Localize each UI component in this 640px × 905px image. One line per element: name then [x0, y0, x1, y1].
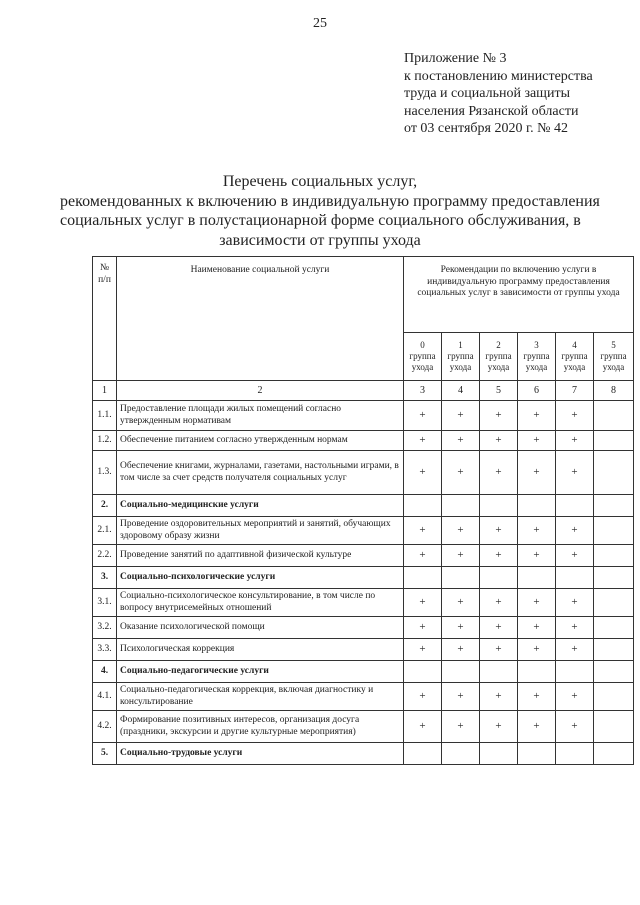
- plus-mark: +: [457, 642, 464, 655]
- plus-mark: +: [571, 719, 578, 732]
- plus-mark: +: [419, 465, 426, 478]
- plus-mark: +: [495, 642, 502, 655]
- plus-mark: +: [533, 548, 540, 561]
- group-mark-cell: [518, 711, 556, 743]
- document-title: [60, 172, 600, 250]
- row-number: 2.: [93, 495, 117, 517]
- group-mark-cell: [480, 639, 518, 661]
- group-mark-cell: [442, 517, 480, 545]
- group-mark-cell: [480, 683, 518, 711]
- plus-mark: +: [495, 689, 502, 702]
- group-mark-cell: [480, 617, 518, 639]
- group-mark-cell: [404, 517, 442, 545]
- group-mark-cell: [518, 401, 556, 431]
- group-mark-cell: [594, 617, 634, 639]
- group-mark-cell: [404, 743, 442, 765]
- column-index: 6: [518, 381, 556, 401]
- group-label: группа ухода: [600, 351, 627, 372]
- group-mark-cell: [404, 639, 442, 661]
- service-name: Социально-психологическое консультирование, в том числе по вопросу внутрисемейных отношений: [117, 589, 404, 617]
- service-name: Обеспечение питанием согласно утвержденным нормам: [117, 431, 404, 451]
- group-mark-cell: [594, 711, 634, 743]
- service-name: Проведение оздоровительных мероприятий и занятий, обучающих здоровому образу жизни: [117, 517, 404, 545]
- header-service-name: Наименование социальной услуги: [117, 257, 404, 381]
- title-line: Перечень социальных услуг,: [222, 173, 418, 190]
- group-mark-cell: [442, 639, 480, 661]
- group-number: 3: [534, 340, 539, 350]
- plus-mark: +: [419, 719, 426, 732]
- table-row: [93, 711, 634, 743]
- group-mark-cell: [480, 401, 518, 431]
- service-name: Проведение занятий по адаптивной физической культуре: [117, 545, 404, 567]
- group-mark-cell: [556, 431, 594, 451]
- group-mark-cell: [480, 589, 518, 617]
- table-row: [93, 451, 634, 495]
- group-mark-cell: [518, 567, 556, 589]
- group-mark-cell: [556, 661, 594, 683]
- row-number: 1.1.: [93, 401, 117, 431]
- group-mark-cell: [594, 589, 634, 617]
- section-title: Социально-медицинские услуги: [117, 495, 404, 517]
- group-mark-cell: [594, 401, 634, 431]
- appendix-line: труда и социальной защиты: [404, 86, 570, 101]
- row-number: 3.: [93, 567, 117, 589]
- header-recommendation: Рекомендации по включению услуги в индивидуальную программу предоставления социальных услуг в зависимости от группы ухода: [404, 257, 634, 333]
- group-mark-cell: [556, 567, 594, 589]
- plus-mark: +: [571, 523, 578, 536]
- plus-mark: +: [533, 523, 540, 536]
- section-row: [93, 567, 634, 589]
- group-mark-cell: [518, 589, 556, 617]
- header-group-5: [594, 333, 634, 381]
- plus-mark: +: [419, 548, 426, 561]
- group-mark-cell: [518, 431, 556, 451]
- table-row: [93, 517, 634, 545]
- group-mark-cell: [556, 683, 594, 711]
- plus-mark: +: [571, 620, 578, 633]
- service-name: Обеспечение книгами, журналами, газетами, настольными играми, в том числе за счет средств получателя социальных услуг: [117, 451, 404, 495]
- group-number: 0: [420, 340, 425, 350]
- group-mark-cell: [594, 661, 634, 683]
- group-mark-cell: [404, 495, 442, 517]
- title-line: зависимости от группы ухода: [219, 231, 421, 249]
- plus-mark: +: [571, 689, 578, 702]
- header-group-1: [442, 333, 480, 381]
- column-index: 5: [480, 381, 518, 401]
- group-mark-cell: [594, 517, 634, 545]
- table-row: [93, 617, 634, 639]
- group-mark-cell: [556, 639, 594, 661]
- plus-mark: +: [419, 408, 426, 421]
- group-mark-cell: [442, 401, 480, 431]
- group-mark-cell: [442, 567, 480, 589]
- plus-mark: +: [419, 595, 426, 608]
- service-name: Предоставление площади жилых помещений согласно утвержденным нормативам: [117, 401, 404, 431]
- group-mark-cell: [556, 743, 594, 765]
- table-row: [93, 589, 634, 617]
- plus-mark: +: [457, 465, 464, 478]
- group-mark-cell: [404, 617, 442, 639]
- header-group-3: [518, 333, 556, 381]
- section-title: Социально-психологические услуги: [117, 567, 404, 589]
- group-mark-cell: [480, 711, 518, 743]
- service-name: Социально-педагогическая коррекция, включая диагностику и консультирование: [117, 683, 404, 711]
- plus-mark: +: [533, 689, 540, 702]
- group-mark-cell: [518, 517, 556, 545]
- group-mark-cell: [594, 639, 634, 661]
- plus-mark: +: [495, 433, 502, 446]
- column-index: 2: [117, 381, 404, 401]
- group-mark-cell: [594, 545, 634, 567]
- group-mark-cell: [480, 517, 518, 545]
- plus-mark: +: [457, 548, 464, 561]
- plus-mark: +: [457, 689, 464, 702]
- section-title: Социально-трудовые услуги: [117, 743, 404, 765]
- group-mark-cell: [442, 661, 480, 683]
- row-number: 3.2.: [93, 617, 117, 639]
- header-num: № п/п: [93, 257, 117, 381]
- plus-mark: +: [495, 548, 502, 561]
- plus-mark: +: [419, 523, 426, 536]
- group-mark-cell: [404, 589, 442, 617]
- table-row: [93, 545, 634, 567]
- plus-mark: +: [533, 620, 540, 633]
- row-number: 3.3.: [93, 639, 117, 661]
- row-number: 4.2.: [93, 711, 117, 743]
- row-number: 3.1.: [93, 589, 117, 617]
- service-name: Формирование позитивных интересов, организация досуга (праздники, экскурсии и другие культурные мероприятия): [117, 711, 404, 743]
- appendix-line: населения Рязанской области: [404, 103, 579, 119]
- plus-mark: +: [533, 719, 540, 732]
- group-mark-cell: [442, 617, 480, 639]
- row-number: 1.2.: [93, 431, 117, 451]
- page-number: 25: [313, 16, 327, 31]
- group-label: группа ухода: [561, 351, 588, 372]
- row-number: 4.: [93, 661, 117, 683]
- group-label: группа ухода: [409, 351, 436, 372]
- column-index: 3: [404, 381, 442, 401]
- row-number: 4.1.: [93, 683, 117, 711]
- title-line: социальных услуг в полустационарной форме социального обслуживания, в: [60, 212, 581, 229]
- row-number: 2.1.: [93, 517, 117, 545]
- group-number: 5: [611, 340, 616, 350]
- plus-mark: +: [457, 595, 464, 608]
- group-mark-cell: [404, 545, 442, 567]
- service-name: Психологическая коррекция: [117, 639, 404, 661]
- group-mark-cell: [404, 661, 442, 683]
- group-mark-cell: [594, 683, 634, 711]
- appendix-line: Приложение № 3: [404, 51, 507, 66]
- plus-mark: +: [533, 642, 540, 655]
- group-mark-cell: [518, 683, 556, 711]
- group-mark-cell: [442, 743, 480, 765]
- plus-mark: +: [457, 433, 464, 446]
- group-label: группа ухода: [447, 351, 474, 372]
- group-mark-cell: [404, 401, 442, 431]
- group-mark-cell: [556, 451, 594, 495]
- plus-mark: +: [419, 689, 426, 702]
- column-index: 8: [594, 381, 634, 401]
- row-number: 2.2.: [93, 545, 117, 567]
- group-mark-cell: [404, 567, 442, 589]
- row-number: 5.: [93, 743, 117, 765]
- plus-mark: +: [457, 523, 464, 536]
- plus-mark: +: [419, 642, 426, 655]
- plus-mark: +: [495, 620, 502, 633]
- section-row: [93, 661, 634, 683]
- group-mark-cell: [518, 545, 556, 567]
- plus-mark: +: [533, 595, 540, 608]
- group-mark-cell: [518, 639, 556, 661]
- group-mark-cell: [442, 495, 480, 517]
- column-index: 1: [93, 381, 117, 401]
- group-mark-cell: [594, 431, 634, 451]
- section-title: Социально-педагогические услуги: [117, 661, 404, 683]
- plus-mark: +: [571, 465, 578, 478]
- plus-mark: +: [533, 433, 540, 446]
- group-mark-cell: [442, 431, 480, 451]
- row-number: 1.3.: [93, 451, 117, 495]
- section-row: [93, 495, 634, 517]
- group-mark-cell: [556, 495, 594, 517]
- plus-mark: +: [457, 620, 464, 633]
- group-mark-cell: [556, 545, 594, 567]
- appendix-block: [404, 50, 593, 138]
- plus-mark: +: [419, 620, 426, 633]
- title-line: рекомендованных к включению в индивидуальную программу предоставления: [60, 192, 600, 210]
- header-group-0: [404, 333, 442, 381]
- group-mark-cell: [442, 545, 480, 567]
- group-mark-cell: [518, 743, 556, 765]
- group-label: группа ухода: [523, 351, 550, 372]
- group-mark-cell: [480, 743, 518, 765]
- group-mark-cell: [594, 451, 634, 495]
- group-mark-cell: [480, 661, 518, 683]
- group-number: 1: [458, 340, 463, 350]
- group-mark-cell: [404, 683, 442, 711]
- group-mark-cell: [480, 495, 518, 517]
- plus-mark: +: [495, 465, 502, 478]
- group-mark-cell: [594, 495, 634, 517]
- service-name: Оказание психологической помощи: [117, 617, 404, 639]
- plus-mark: +: [495, 719, 502, 732]
- group-mark-cell: [556, 517, 594, 545]
- group-label: группа ухода: [485, 351, 512, 372]
- group-mark-cell: [404, 451, 442, 495]
- plus-mark: +: [457, 408, 464, 421]
- plus-mark: +: [571, 595, 578, 608]
- plus-mark: +: [495, 595, 502, 608]
- plus-mark: +: [571, 433, 578, 446]
- plus-mark: +: [571, 408, 578, 421]
- table-row: [93, 683, 634, 711]
- group-mark-cell: [404, 711, 442, 743]
- plus-mark: +: [533, 465, 540, 478]
- group-mark-cell: [442, 683, 480, 711]
- group-mark-cell: [442, 589, 480, 617]
- header-group-4: [556, 333, 594, 381]
- group-mark-cell: [442, 711, 480, 743]
- group-mark-cell: [556, 711, 594, 743]
- group-mark-cell: [556, 401, 594, 431]
- group-mark-cell: [556, 617, 594, 639]
- group-mark-cell: [480, 431, 518, 451]
- group-mark-cell: [518, 451, 556, 495]
- plus-mark: +: [457, 719, 464, 732]
- services-table: [92, 256, 634, 765]
- table-row: [93, 639, 634, 661]
- plus-mark: +: [571, 548, 578, 561]
- group-mark-cell: [480, 567, 518, 589]
- group-mark-cell: [480, 545, 518, 567]
- plus-mark: +: [533, 408, 540, 421]
- section-row: [93, 743, 634, 765]
- appendix-line: от 03 сентября 2020 г. № 42: [404, 121, 568, 136]
- header-group-2: [480, 333, 518, 381]
- table-row: [93, 431, 634, 451]
- group-number: 4: [572, 340, 577, 350]
- group-mark-cell: [518, 661, 556, 683]
- appendix-line: к постановлению министерства: [404, 68, 593, 84]
- plus-mark: +: [495, 408, 502, 421]
- table-row: [93, 401, 634, 431]
- group-mark-cell: [480, 451, 518, 495]
- group-mark-cell: [442, 451, 480, 495]
- group-mark-cell: [518, 495, 556, 517]
- group-mark-cell: [594, 567, 634, 589]
- column-index: 7: [556, 381, 594, 401]
- group-mark-cell: [594, 743, 634, 765]
- column-index: 4: [442, 381, 480, 401]
- group-mark-cell: [518, 617, 556, 639]
- plus-mark: +: [495, 523, 502, 536]
- group-mark-cell: [556, 589, 594, 617]
- plus-mark: +: [571, 642, 578, 655]
- plus-mark: +: [419, 433, 426, 446]
- group-number: 2: [496, 340, 501, 350]
- group-mark-cell: [404, 431, 442, 451]
